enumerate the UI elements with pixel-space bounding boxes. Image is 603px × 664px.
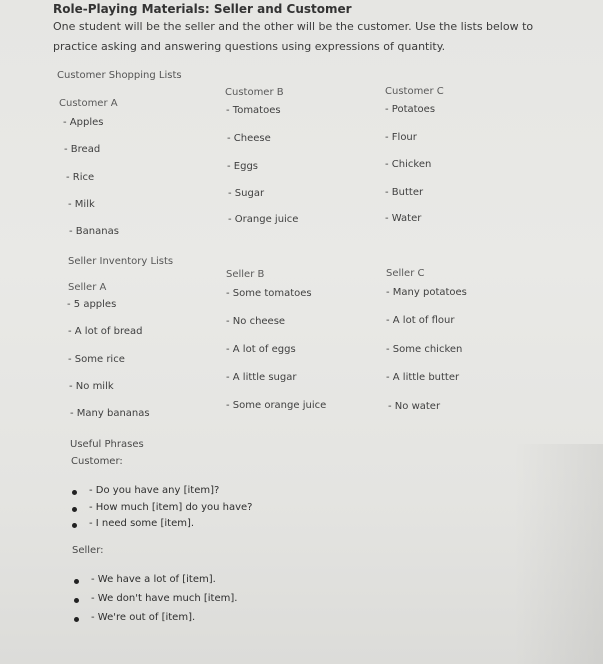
customer-c-item: - Potatoes [385,104,436,115]
customer-b-item: - Eggs [227,161,259,172]
customer-b-item: - Tomatoes [226,105,281,116]
customer-a-item: - Bananas [69,226,119,237]
bullet-icon [72,523,77,528]
customer-phrases-label: Customer: [71,456,123,467]
customer-a-item: - Bread [64,144,101,155]
useful-phrases-heading: Useful Phrases [70,439,144,450]
seller-c-item: - A little butter [386,372,460,383]
customer-b-item: - Orange juice [228,214,299,225]
seller-b-header: Seller B [226,269,265,280]
bullet-icon [74,579,79,584]
customer-phrase: - I need some [item]. [89,518,195,529]
customer-b-item: - Sugar [228,188,265,199]
seller-b-item: - A little sugar [226,372,297,383]
customer-c-header: Customer C [385,86,444,97]
seller-c-item: - No water [388,401,441,412]
customer-c-item: - Chicken [385,159,432,170]
seller-b-item: - Some orange juice [226,400,327,411]
page-title: Role-Playing Materials: Seller and Customer [53,2,352,16]
page-shadow [513,444,603,664]
customer-c-item: - Butter [385,187,424,198]
customer-a-header: Customer A [59,98,118,109]
seller-phrase: - We have a lot of [item]. [91,574,216,585]
seller-b-item: - Some tomatoes [226,288,312,299]
seller-a-item: - 5 apples [67,299,117,310]
seller-phrase: - We're out of [item]. [91,612,196,623]
seller-a-item: - Many bananas [70,408,150,419]
customer-lists-heading: Customer Shopping Lists [57,70,182,81]
customer-b-header: Customer B [225,87,284,98]
customer-b-item: - Cheese [227,133,271,144]
seller-b-item: - No cheese [226,316,286,327]
seller-a-item: - Some rice [68,354,125,365]
customer-phrase: - How much [item] do you have? [89,502,253,513]
customer-c-item: - Flour [385,132,417,143]
customer-c-item: - Water [385,213,422,224]
intro-line-2: practice asking and answering questions using expressions of quantity. [53,40,446,53]
bullet-icon [72,490,77,495]
seller-a-header: Seller A [68,282,107,293]
seller-a-item: - A lot of bread [68,326,143,337]
customer-a-item: - Milk [68,199,95,210]
customer-phrase: - Do you have any [item]? [89,485,220,496]
seller-phrases-label: Seller: [72,545,104,556]
customer-a-item: - Apples [63,117,104,128]
customer-a-item: - Rice [66,172,95,183]
seller-b-item: - A lot of eggs [226,344,296,355]
seller-a-item: - No milk [69,381,114,392]
seller-c-item: - Some chicken [386,344,463,355]
seller-lists-heading: Seller Inventory Lists [68,256,174,267]
intro-line-1: One student will be the seller and the other will be the customer. Use the lists below to [53,20,534,33]
seller-c-item: - A lot of flour [386,315,455,326]
bullet-icon [74,598,79,603]
seller-phrase: - We don't have much [item]. [91,593,238,604]
seller-c-item: - Many potatoes [386,287,467,298]
bullet-icon [72,507,77,512]
seller-c-header: Seller C [386,268,425,279]
bullet-icon [74,617,79,622]
